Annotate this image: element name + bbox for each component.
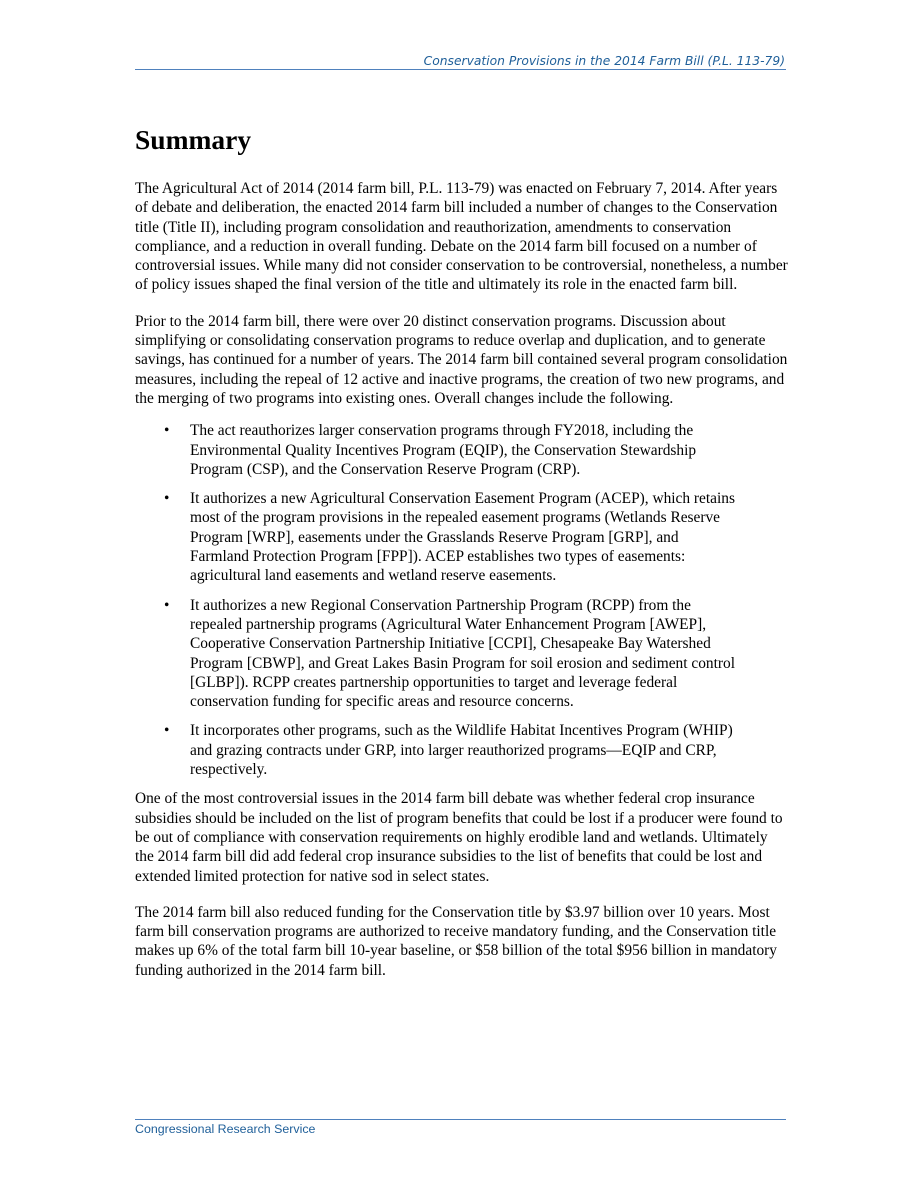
bullet-icon: •	[164, 490, 170, 508]
paragraph-4: The 2014 farm bill also reduced funding for the Conservation title by $3.97 billion over 10 years. Most farm bill conservation programs are authorized to receive mandatory funding, and the Conservation title makes up 6% of the total farm bill 10-year baseline, or $58 billion of the total $956 billion in mandatory funding authorized in the 2014 farm bill.	[135, 903, 777, 979]
list-item-text: It authorizes a new Agricultural Conservation Easement Program (ACEP), which retains most of the program provisions in the repealed easement programs (Wetlands Reserve Program [WRP], easements under the Grasslands Reserve Program [GRP], and Farmland Protection Program [FPP]). ACEP establishes two types of easements: agricultural land easements and wetland reserve easements.	[190, 490, 735, 585]
list-item-text: The act reauthorizes larger conservation programs through FY2018, including the Environmental Quality Incentives Program (EQIP), the Conservation Stewardship Program (CSP), and the Conservation Reserve Program (CRP).	[190, 422, 697, 478]
bullet-icon: •	[164, 422, 170, 440]
list-item-text: It authorizes a new Regional Conservation Partnership Program (RCPP) from the repealed partnership programs (Agricultural Water Enhancement Program [AWEP], Cooperative Conservation Partnership Initiative [CCPI], Chesapeake Bay Watershed Program [CBWP], and Great Lakes Basin Program for soil erosion and sediment control [GLBP]). RCPP creates partnership opportunities to target and leverage federal conservation funding for specific areas and resource concerns.	[190, 596, 735, 711]
paragraph-2: Prior to the 2014 farm bill, there were over 20 distinct conservation programs. Discussion about simplifying or consolidating conservation programs to reduce overlap and duplication, and to generate savings, has continued for a number of years. The 2014 farm bill contained several program consolidation measures, including the repeal of 12 active and inactive programs, the creation of two new programs, and the merging of two programs into existing ones. Overall changes include the following.	[135, 312, 788, 407]
list-item	[135, 596, 790, 712]
footer-organization: Congressional Research Service	[135, 1122, 316, 1136]
section-heading: Summary	[135, 124, 252, 155]
bullet-icon: •	[164, 596, 170, 614]
running-header: Conservation Provisions in the 2014 Farm Bill (P.L. 113-79)	[423, 54, 785, 68]
document-body	[135, 179, 790, 980]
list-item	[135, 489, 790, 585]
list-item	[135, 421, 790, 479]
list-item	[135, 721, 790, 779]
paragraph-3: One of the most controversial issues in the 2014 farm bill debate was whether federal crop insurance subsidies should be included on the list of program benefits that could be lost if a producer were found to be out of compliance with conservation requirements on highly erodible land and wetlands. Ultimately the 2014 farm bill did add federal crop insurance subsidies to the list of benefits that could be lost and extended limited protection for native sod in select states.	[135, 790, 783, 885]
bullet-icon: •	[164, 722, 170, 740]
bullet-list	[135, 421, 790, 779]
footer-divider	[135, 1119, 786, 1120]
paragraph-1: The Agricultural Act of 2014 (2014 farm bill, P.L. 113-79) was enacted on February 7, 2014. After years of debate and deliberation, the enacted 2014 farm bill included a number of changes to the Conservation title (Title II), including program consolidation and reauthorization, amendments to conservation compliance, and a reduction in overall funding. Debate on the 2014 farm bill focused on a number of controversial issues. While many did not consider conservation to be controversial, nonetheless, a number of policy issues shaped the final version of the title and ultimately its role in the enacted farm bill.	[135, 180, 788, 294]
list-item-text: It incorporates other programs, such as the Wildlife Habitat Incentives Program (WHIP) and grazing contracts under GRP, into larger reauthorized programs—EQIP and CRP, respectively.	[190, 722, 733, 779]
header-divider	[135, 69, 786, 70]
